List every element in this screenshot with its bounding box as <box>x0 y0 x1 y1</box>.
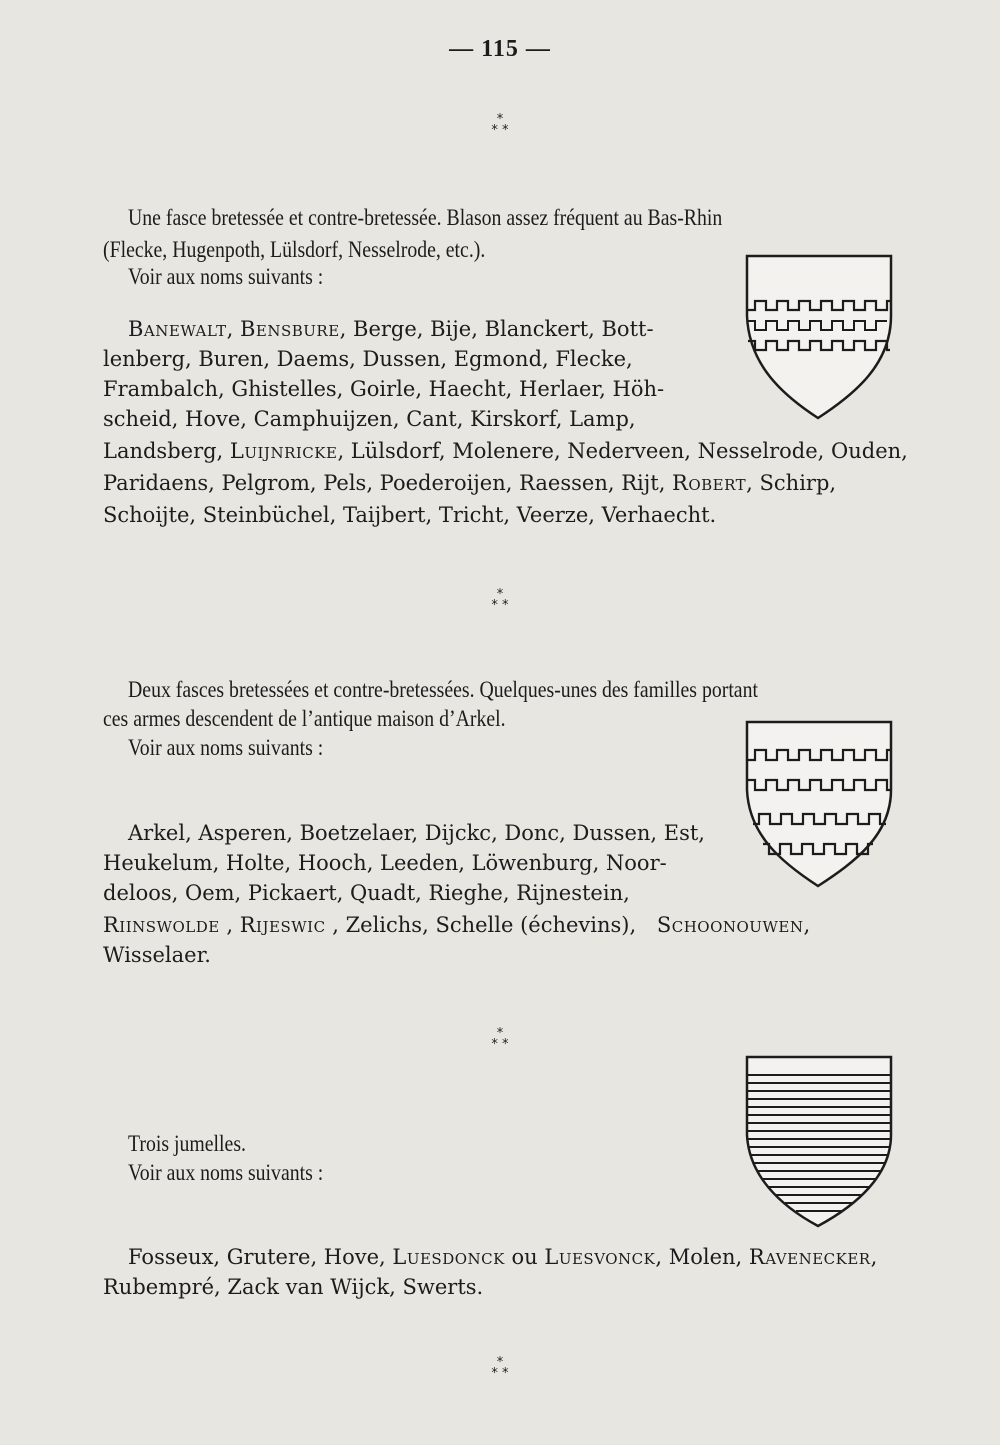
shield-three-jumelles-icon <box>745 1055 895 1230</box>
shield-two-fesses-bretessed-icon <box>745 720 895 890</box>
page-number: — 115 — <box>449 36 551 62</box>
section1-names-line-4: scheid, Hove, Camphuijzen, Cant, Kirskorf, Lamp, <box>103 407 636 431</box>
section1-names-line-7: Schoijte, Steinbüchel, Taijbert, Tricht, Veerze, Verhaecht. <box>103 503 717 527</box>
name-smallcaps: Luesdonck <box>392 1245 505 1269</box>
name-smallcaps: Banewalt <box>128 317 227 341</box>
section3-caption-line-2: Voir aux noms suivants : <box>128 1160 324 1185</box>
section2-names-line-3: deloos, Oem, Pickaert, Quadt, Rieghe, Rijnestein, <box>103 881 630 905</box>
section2-names-line-2: Heukelum, Holte, Hooch, Leeden, Löwenburg, Noor- <box>103 851 667 875</box>
section3-caption-line-1: Trois jumelles. <box>128 1131 246 1156</box>
section2-caption-line-3: Voir aux noms suivants : <box>128 735 324 760</box>
section3-names-line-2: Rubempré, Zack van Wijck, Swerts. <box>103 1275 484 1299</box>
section1-names-line-6: Paridaens, Pelgrom, Pels, Poederoijen, Raessen, Rijt, Robert, Schirp, <box>103 471 837 495</box>
section2-names-line-5: Wisselaer. <box>103 943 211 967</box>
name-smallcaps: Rijeswic <box>239 913 326 937</box>
section1-names-line-2: lenberg, Buren, Daems, Dussen, Egmond, Flecke, <box>103 347 633 371</box>
section1-caption-line-1: Une fasce bretessée et contre-bretessée. Blason assez fréquent au Bas-Rhin <box>128 205 723 230</box>
section1-names-line-1: Banewalt, Bensbure, Berge, Bije, Blanckert, Bott- <box>128 317 654 341</box>
asterism-bottom: * * <box>491 123 509 138</box>
section2-caption-line-1: Deux fasces bretessées et contre-bretessées. Quelques-unes des familles portant <box>128 677 758 702</box>
name-smallcaps: Schoonouwen <box>656 913 804 937</box>
name-smallcaps: Luijnricke <box>229 439 338 463</box>
shield-one-fess-bretessed-icon <box>745 254 895 422</box>
section2-caption-line-2: ces armes descendent de l’antique maison d’Arkel. <box>103 706 506 731</box>
asterism: * * * <box>491 587 509 613</box>
section1-caption-line-2: (Flecke, Hugenpoth, Lülsdorf, Nesselrode, etc.). <box>103 237 486 262</box>
name-smallcaps: Luesvonck <box>544 1245 656 1269</box>
section3-names-line-1: Fosseux, Grutere, Hove, Luesdonck ou Luesvonck, Molen, Ravenecker, <box>128 1245 878 1269</box>
section1-caption-line-3: Voir aux noms suivants : <box>128 264 324 289</box>
name-smallcaps: Ravenecker <box>748 1245 871 1269</box>
section2-names-line-1: Arkel, Asperen, Boetzelaer, Dijckc, Donc, Dussen, Est, <box>128 821 705 845</box>
section1-names-line-3: Frambalch, Ghistelles, Goirle, Haecht, Herlaer, Höh- <box>103 377 665 401</box>
asterism <box>0 114 1000 136</box>
asterism: * * * <box>491 1026 509 1052</box>
asterism: * * * <box>491 1355 509 1381</box>
name-smallcaps: Robert <box>672 471 747 495</box>
name-smallcaps: Bensbure <box>239 317 340 341</box>
section1-names-line-5: Landsberg, Luijnricke, Lülsdorf, Molenere, Nederveen, Nesselrode, Ouden, <box>103 439 908 463</box>
asterism-top: * <box>496 112 504 127</box>
name-smallcaps: Riinswolde <box>103 913 220 937</box>
section2-names-line-4: Riinswolde , Rijeswic , Zelichs, Schelle (échevins), Schoonouwen, <box>103 913 811 937</box>
